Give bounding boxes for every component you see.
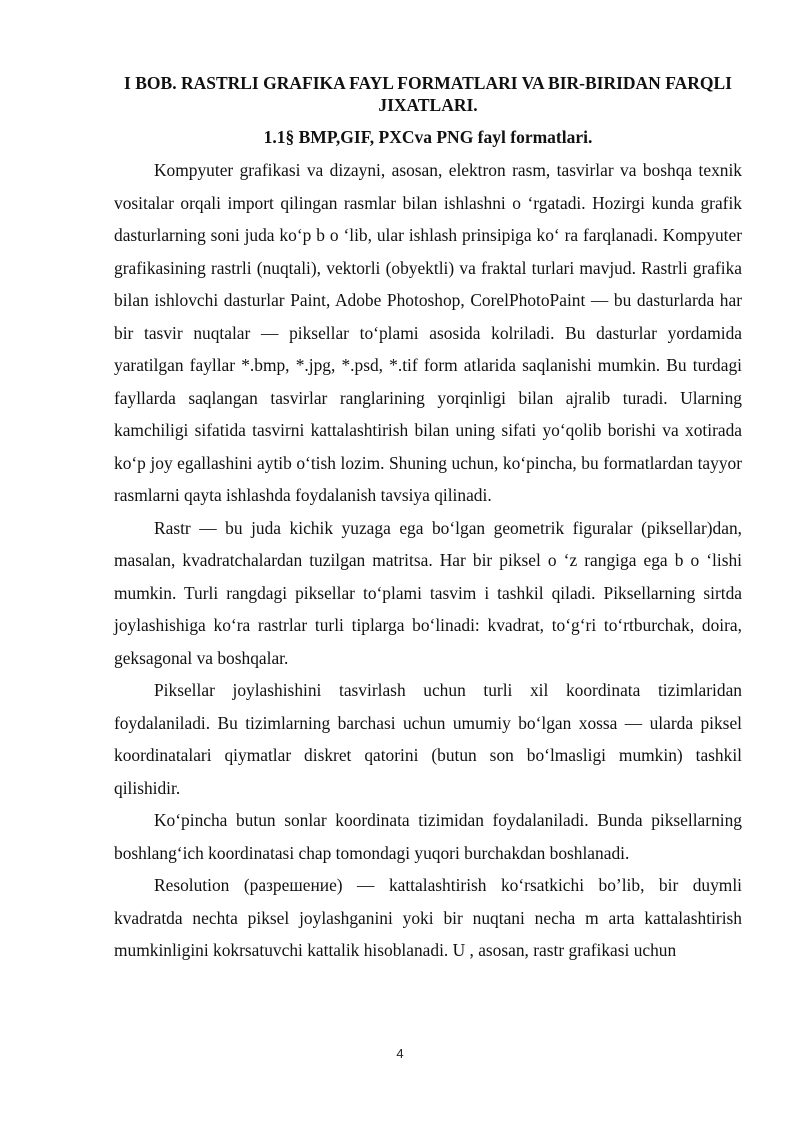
section-title: 1.1§ BMP,GIF, PXCva PNG fayl formatlari. [263, 127, 593, 147]
body-paragraph: Kompyuter grafikasi va dizayni, asosan, elektron rasm, tasvirlar va boshqa texnik vositalar orqali import qilingan rasmlar bilan ishlashni o ‘rgatadi. Hozirgi kunda grafik dasturlarning soni juda ko‘p b o ‘lib, ular ishlash prinsipiga ko‘ ra farqlanadi. Kompyuter grafikasining rastrli (nuqtali), vektorli (obyektli) va fraktal turlari mavjud. Rastrli grafika bilan ishlovchi dasturlar Paint, Adobe Photoshop, CorelPhotoPaint — bu dasturlarda har bir tasvir nuqtalar — piksellar to‘plami asosida kolriladi. Bu dasturlar yordamida yaratilgan fayllar *.bmp, *.jpg, *.psd, *.tif form atlarida saqlanishi mumkin. Bu turdagi fayllarda saqlangan tasvirlar ranglarining yorqinligi bilan ajralib turadi. Ularning kamchiligi sifatida tasvirni kattalashtirish bilan uning sifati yo‘qolib borishi va xotirada ko‘p joy egallashini aytib o‘tish lozim. Shuning uchun, ko‘pincha, bu formatlardan tayyor rasmlarni qayta ishlashda foydalanish tavsiya qilinadi. [114, 160, 742, 505]
body-paragraph: Piksellar joylashishini tasvirlash uchun turli xil koordinata tizimlaridan foydalaniladi. Bu tizimlarning barchasi uchun umumiy bo‘lgan xossa — ularda piksel koordinatalari qiymatlar diskret qatorini (butun son bo‘lmasligi mumkin) tashkil qilishidir. [114, 680, 742, 798]
body-paragraph: Rastr — bu juda kichik yuzaga ega bo‘lgan geometrik figuralar (piksellar)dan, masalan, kvadratchalardan tuzilgan matritsa. Har bir piksel o ‘z rangiga ega b o ‘lishi mumkin. Turli rangdagi piksellar to‘plami tasvim i tashkil qiladi. Piksellarning sirtda joylashishiga ko‘ra rastrlar turli tiplarga bo‘linadi: kvadrat, to‘g‘ri to‘rtburchak, doira, geksagonal va boshqalar. [114, 517, 742, 668]
body-paragraph: Resolution (разрешение) — kattalashtirish ko‘rsatkichi bo’lib, bir duymli kvadratda nechta piksel joylashganini yoki bir nuqtani necha m arta kattalashtirish mumkinligini kokrsatuvchi kattalik hisoblanadi. U , asosan, rastr grafikasi uchun [114, 875, 742, 960]
document-page [114, 72, 742, 967]
page-number: 4 [396, 1046, 404, 1061]
body-paragraph: Ko‘pincha butun sonlar koordinata tizimidan foydalaniladi. Bunda piksellarning boshlang‘ich koordinatasi chap tomondagi yuqori burchakdan boshlanadi. [114, 810, 742, 863]
chapter-title: I BOB. RASTRLI GRAFIKA FAYL FORMATLARI VA BIR-BIRIDAN FARQLI JIXATLARI. [124, 73, 732, 115]
